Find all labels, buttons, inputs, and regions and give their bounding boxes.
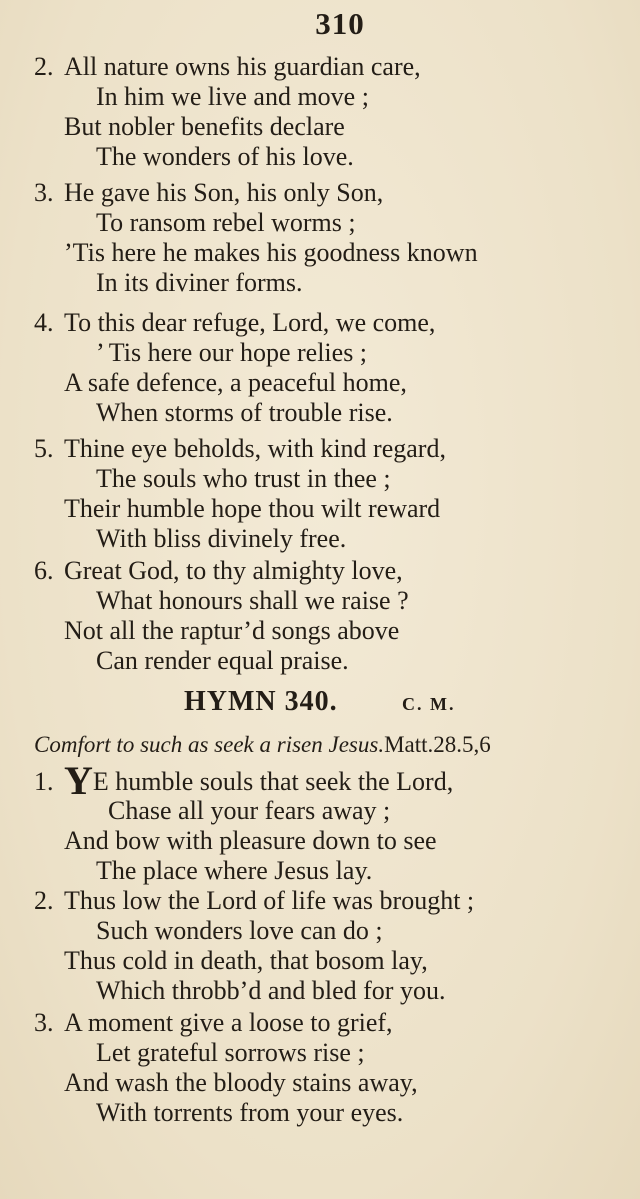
verse-number: 3.	[34, 178, 54, 207]
hymn-title: HYMN 340.	[184, 686, 338, 717]
verse-line: Great God, to thy almighty love,	[64, 556, 403, 585]
verse-number: 2.	[34, 52, 54, 81]
verse-line: Thus low the Lord of life was brought ;	[64, 886, 475, 915]
verse-line: And wash the bloody stains away,	[64, 1068, 418, 1097]
verse-line: Let grateful sorrows rise ;	[96, 1038, 365, 1067]
verse-number: 2.	[34, 886, 54, 915]
verse-line: In him we live and move ;	[96, 82, 369, 111]
verse-6	[0, 556, 409, 676]
page-number: 310	[315, 6, 365, 41]
hymn-verse-1	[0, 758, 454, 886]
verse-number: 4.	[34, 308, 54, 337]
verse-line: Thine eye beholds, with kind regard,	[64, 434, 446, 463]
verse-number: 1.	[34, 767, 54, 796]
verse-line: ’ Tis here our hope relies ;	[96, 338, 368, 367]
drop-cap: Y	[64, 758, 93, 803]
verse-line: Can render equal praise.	[96, 646, 349, 675]
verse-line: The souls who trust in thee ;	[96, 464, 391, 493]
verse-line: To this dear refuge, Lord, we come,	[64, 308, 436, 337]
verse-line: E humble souls that seek the Lord,	[92, 767, 454, 796]
verse-line: With torrents from your eyes.	[96, 1098, 404, 1127]
verse-line: Their humble hope thou wilt reward	[64, 494, 441, 523]
verse-line: Chase all your fears away ;	[108, 796, 391, 825]
verse-line: ’Tis here he makes his goodness known	[64, 238, 478, 267]
verse-number: 3.	[34, 1008, 54, 1037]
verse-line: With bliss divinely free.	[96, 524, 347, 553]
hymn-verse-2	[0, 886, 474, 1006]
scripture-reference: Matt.28.5,6	[384, 732, 491, 757]
hymn-meter: C. M.	[402, 694, 456, 714]
verse-line: Thus cold in death, that bosom lay,	[64, 946, 428, 975]
hymn-verse-3	[0, 1008, 418, 1128]
verse-line: A safe defence, a peaceful home,	[64, 368, 407, 397]
verse-line: And bow with pleasure down to see	[64, 826, 437, 855]
verse-line: The wonders of his love.	[96, 142, 354, 171]
verse-line: Not all the raptur’d songs above	[64, 616, 400, 645]
verse-line: To ransom rebel worms ;	[96, 208, 356, 237]
verse-3	[0, 178, 478, 298]
verse-line: Such wonders love can do ;	[96, 916, 383, 945]
verse-4	[0, 308, 435, 428]
verse-line: What honours shall we raise ?	[96, 586, 409, 615]
verse-line: When storms of trouble rise.	[96, 398, 393, 427]
verse-number: 5.	[34, 434, 54, 463]
verse-line: He gave his Son, his only Son,	[64, 178, 384, 207]
verse-line: The place where Jesus lay.	[96, 856, 373, 885]
verse-line: All nature owns his guardian care,	[64, 52, 421, 81]
verse-line: A moment give a loose to grief,	[64, 1008, 393, 1037]
verse-number: 6.	[34, 556, 54, 585]
hymn-subtitle-text: Comfort to such as seek a risen Jesus.	[34, 732, 385, 757]
verse-line: In its diviner forms.	[96, 268, 303, 297]
verse-line: But nobler benefits declare	[64, 112, 345, 141]
verse-line: Which throbb’d and bled for you.	[96, 976, 446, 1005]
verse-2	[0, 52, 421, 172]
hymn-subtitle	[34, 732, 491, 758]
verse-5	[0, 434, 446, 554]
